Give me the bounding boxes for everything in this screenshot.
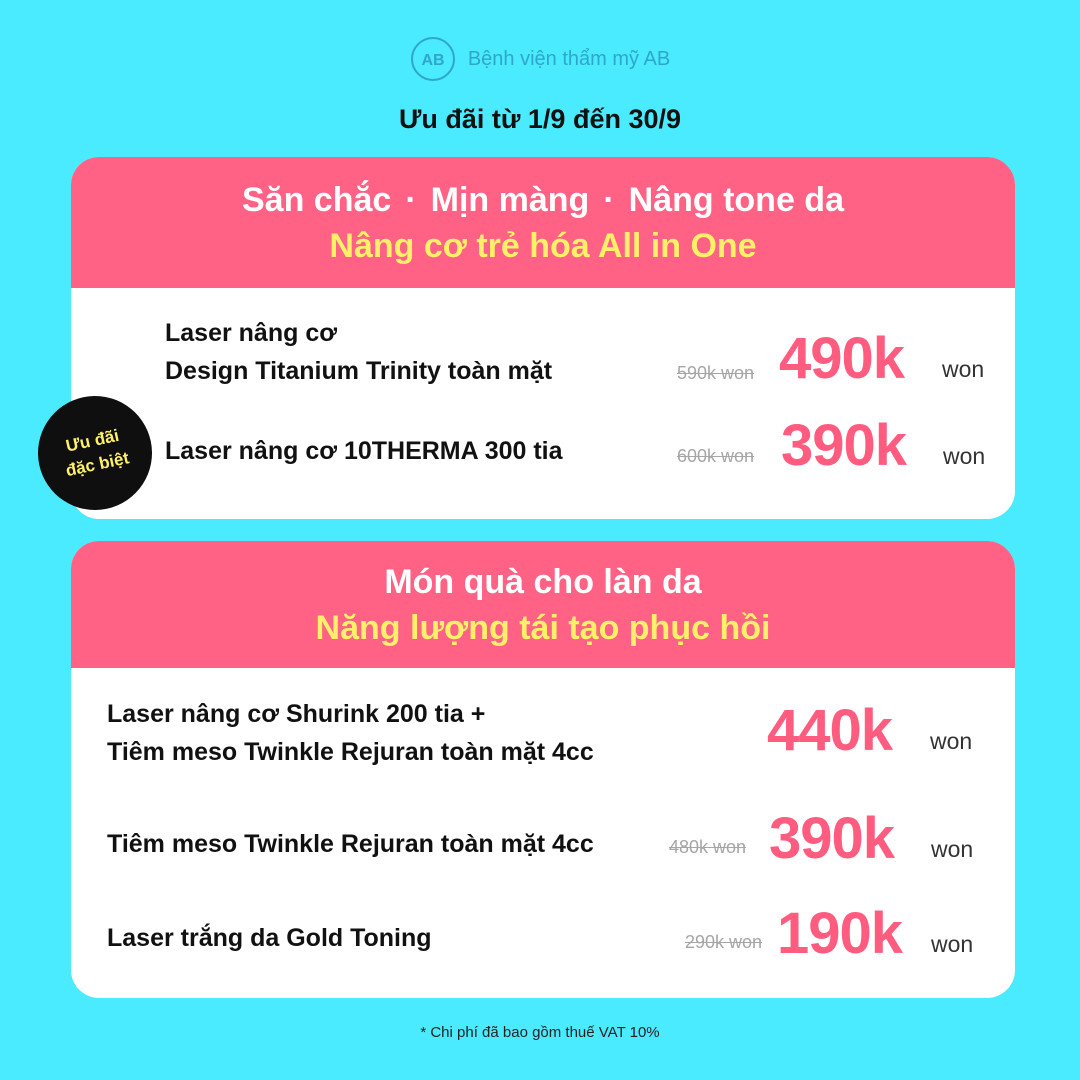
offer-card-all-in-one: [71, 157, 1015, 519]
card-subtitle: Nâng cơ trẻ hóa All in One: [329, 226, 757, 265]
brand-name: Bệnh viện thẩm mỹ AB: [467, 47, 671, 70]
promo-date: Ưu đãi từ 1/9 đến 30/9: [398, 104, 682, 134]
old-price: 290k won: [685, 932, 763, 952]
service-name: Laser nâng cơ 10THERMA 300 tia: [165, 437, 563, 465]
svg-text:AB: AB: [421, 52, 445, 69]
offer-card-skin-gift: [71, 541, 1015, 998]
card-title: Món quà cho làn da: [384, 562, 702, 601]
price-unit: won: [930, 728, 973, 754]
price-unit: won: [942, 356, 985, 382]
card-tags: [71, 177, 1015, 223]
sale-price: 190k: [777, 901, 903, 966]
service-name: Laser trắng da Gold Toning: [107, 924, 432, 952]
tag: Nâng tone da: [628, 180, 844, 219]
price-unit: won: [931, 931, 974, 957]
price-unit: won: [943, 443, 986, 469]
service-name: Tiêm meso Twinkle Rejuran toàn mặt 4cc: [107, 830, 594, 858]
ab-logo-icon: [410, 36, 456, 82]
vat-footnote: * Chi phí đã bao gồm thuế VAT 10%: [420, 1024, 660, 1041]
service-name: Laser nâng cơ Shurink 200 tia + Tiêm meso Twinkle Rejuran toàn mặt 4cc: [107, 700, 594, 766]
card-header: [71, 541, 1015, 668]
card-header: [71, 157, 1015, 288]
special-offer-badge: Ưu đãi đặc biệt: [27, 385, 162, 520]
sale-price: 390k: [781, 413, 907, 478]
brand-header: [0, 36, 1080, 82]
sale-price: 440k: [767, 698, 893, 763]
tag-separator: ·: [603, 180, 615, 219]
sale-price: 390k: [769, 806, 895, 871]
tag: Mịn màng: [430, 180, 590, 219]
service-name: Laser nâng cơ Design Titanium Trinity toàn mặt: [165, 319, 553, 385]
tag-separator: ·: [405, 180, 417, 219]
old-price: 480k won: [669, 837, 747, 857]
price-unit: won: [931, 836, 974, 862]
sale-price: 490k: [779, 326, 905, 391]
old-price: 600k won: [677, 446, 755, 466]
old-price: 590k won: [677, 363, 755, 383]
card-subtitle: Năng lượng tái tạo phục hồi: [315, 608, 771, 647]
tag: Săn chắc: [242, 180, 392, 219]
